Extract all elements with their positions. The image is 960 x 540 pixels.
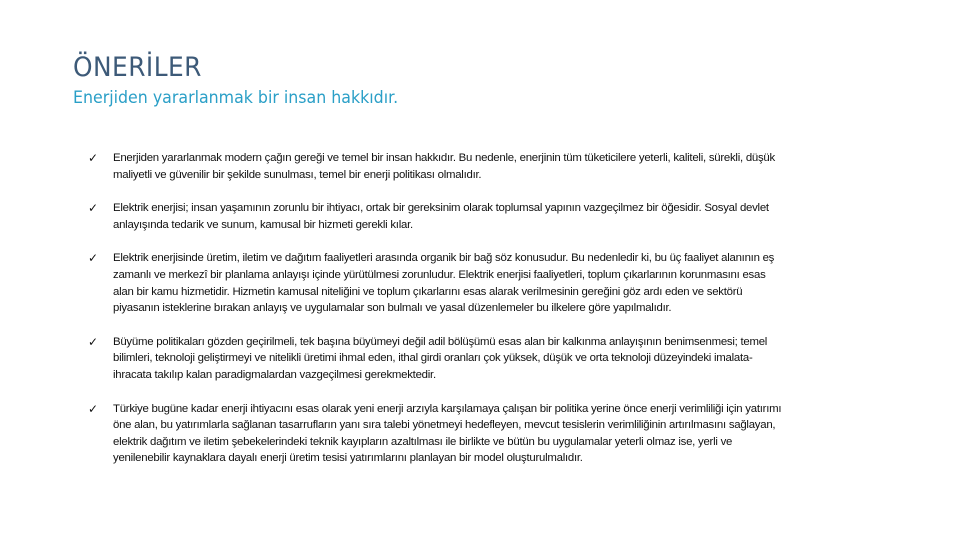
list-item bbox=[88, 250, 788, 316]
recommendation-list bbox=[88, 150, 788, 484]
check-mark-icon: ✓ bbox=[88, 401, 98, 416]
list-item bbox=[88, 334, 788, 384]
list-item-text: Enerjiden yararlanmak modern çağın gereği ve temel bir insan hakkıdır. Bu nedenle, enerjinin tüm tüketicilere yeterli, kaliteli, sürekli, düşük maliyetli ve güvenilir bir şekilde sunulması, temel bir enerji politikası olmalıdır. bbox=[113, 152, 775, 181]
page-title: ÖNERİLER bbox=[73, 52, 202, 83]
list-item bbox=[88, 200, 788, 233]
list-item-text: Elektrik enerjisinde üretim, iletim ve dağıtım faaliyetleri arasında organik bir bağ söz konusudur. Bu nedenledir ki, bu üç faaliyet alanının eş zamanlı ve merkezî bir planlama anlayışı içinde yürütülmesi zorunludur. Elektrik enerjisi faaliyetleri, toplum çıkarlarının korunmasını esas alan bir kamu hizmetidir. Hizmetin kamusal niteliğini ve toplum çıkarlarını esas alarak verilmesinin gereğini göz ardı eden ve sektörü piyasanın isteklerine bırakan anlayış ve uygulamalar son bulmalı ve yasal düzenlemeler bu ilkelere göre yapılmalıdır. bbox=[113, 252, 775, 315]
list-item-text: Türkiye bugüne kadar enerji ihtiyacını esas olarak yeni enerji arzıyla karşılamaya çalışan bir politika yerine önce enerji verimliliği için yatırımı öne alan, bu yatırımlarla sağlanan tasarrufların yanı sıra talebi yönetmeyi hedefleyen, mevcut tesislerin verimliliğinin artırılmasını sağlayan, elektrik dağıtım ve iletim şebekelerindeki teknik kayıpların azaltılması ile birlikte ve bütün bu uygulamalar yeterli olmaz ise, yerli ve yenilenebilir kaynaklara dayalı enerji üretim tesisi yatırımlarını planlayan bir model oluşturulmalıdır. bbox=[113, 402, 782, 465]
check-mark-icon: ✓ bbox=[88, 251, 98, 266]
list-item bbox=[88, 401, 788, 467]
list-item bbox=[88, 150, 788, 183]
check-mark-icon: ✓ bbox=[88, 334, 98, 349]
list-item-text: Elektrik enerjisi; insan yaşamının zorunlu bir ihtiyacı, ortak bir gereksinim olarak toplumsal yapının vazgeçilmez bir öğesidir. Sosyal devlet anlayışında tedarik ve sunum, kamusal bir hizmeti gerekli kılar. bbox=[113, 202, 769, 231]
check-mark-icon: ✓ bbox=[88, 201, 98, 216]
list-item-text: Büyüme politikaları gözden geçirilmeli, tek başına büyümeyi değil adil bölüşümü esas alan bir kalkınma anlayışının benimsenmesi; temel bilimleri, teknoloji geliştirmeyi ve nitelikli üretimi ihmal eden, ithal girdi oranları çok yüksek, düşük ve orta teknoloji düzeyindeki imalata-ihracata takılıp kalan paradigmalardan vazgeçilmesi gerekmektedir. bbox=[113, 335, 768, 381]
page-subtitle: Enerjiden yararlanmak bir insan hakkıdır. bbox=[73, 88, 399, 108]
check-mark-icon: ✓ bbox=[88, 151, 98, 165]
